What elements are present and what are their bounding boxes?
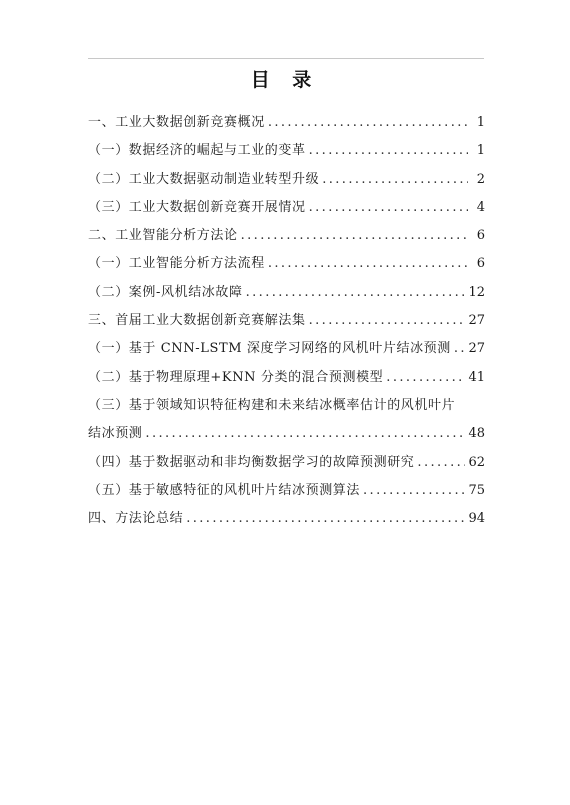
toc-page-number: 48	[468, 426, 485, 442]
toc-entry-title: （四）基于数据驱动和非均衡数据学习的故障预测研究	[88, 454, 415, 470]
toc-entry-3-4[interactable]	[88, 449, 485, 477]
toc-page-number: 4	[476, 199, 485, 215]
toc-entry-section-2[interactable]	[88, 222, 485, 250]
toc-page-number: 12	[468, 284, 485, 300]
toc-entry-title: （五）基于敏感特征的风机叶片结冰预测算法	[88, 482, 361, 498]
toc-page-number: 75	[468, 482, 485, 498]
dot-leader	[454, 335, 466, 363]
dot-leader	[241, 222, 468, 250]
toc-entry-3-5[interactable]	[88, 477, 485, 505]
toc-entry-title: 三、首届工业大数据创新竞赛解法集	[88, 313, 306, 329]
toc-entry-title-line2: 结冰预测	[88, 426, 143, 442]
toc-entry-title: （一）数据经济的崛起与工业的变革	[88, 143, 306, 159]
toc-page-number: 27	[468, 341, 485, 357]
toc-page-number: 6	[476, 228, 485, 244]
toc-entry-title: （二）基于物理原理+KNN 分类的混合预测模型	[88, 369, 384, 385]
toc-page-number: 94	[468, 511, 485, 527]
toc-entry-1-2[interactable]	[88, 166, 485, 194]
header-rule	[88, 58, 484, 59]
toc-page-number: 2	[476, 171, 485, 187]
toc-entry-1-1[interactable]	[88, 137, 485, 165]
toc-entry-title: （二）工业大数据驱动制造业转型升级	[88, 171, 320, 187]
toc-entry-title: （一）基于 CNN-LSTM 深度学习网络的风机叶片结冰预测	[88, 341, 451, 357]
dot-leader	[309, 194, 468, 222]
toc-entry-section-3[interactable]	[88, 307, 485, 335]
toc-entry-title: （一）工业智能分析方法流程	[88, 256, 265, 272]
toc-entry-3-1[interactable]	[88, 335, 485, 363]
toc-entry-1-3[interactable]	[88, 194, 485, 222]
toc-entry-title: （二）案例-风机结冰故障	[88, 284, 243, 300]
toc-entry-3-3[interactable]	[88, 392, 485, 449]
dot-leader	[145, 420, 465, 448]
toc-entry-title: 二、工业智能分析方法论	[88, 228, 238, 244]
dot-leader	[417, 449, 465, 477]
dot-leader	[386, 364, 465, 392]
toc-page-number: 62	[468, 454, 485, 470]
dot-leader	[309, 307, 466, 335]
toc-entry-2-2[interactable]	[88, 279, 485, 307]
toc-page-number: 6	[476, 256, 485, 272]
dot-leader	[322, 166, 468, 194]
dot-leader	[268, 109, 468, 137]
toc-entry-2-1[interactable]	[88, 250, 485, 278]
toc-entry-section-1[interactable]	[88, 109, 485, 137]
page-title: 目 录	[250, 69, 320, 91]
toc-entry-section-4[interactable]	[88, 505, 485, 533]
toc-entry-title: （三）工业大数据创新竞赛开展情况	[88, 199, 306, 215]
dot-leader	[246, 279, 466, 307]
toc-entry-3-2[interactable]	[88, 364, 485, 392]
table-of-contents	[88, 109, 485, 533]
toc-entry-title: 四、方法论总结	[88, 511, 184, 527]
dot-leader	[186, 505, 465, 533]
toc-page-number: 41	[468, 369, 485, 385]
dot-leader	[363, 477, 465, 505]
dot-leader	[268, 250, 468, 278]
toc-page-number: 27	[468, 313, 485, 329]
toc-entry-title-line1: （三）基于领域知识特征构建和未来结冰概率估计的风机叶片	[88, 397, 456, 413]
dot-leader	[309, 137, 468, 165]
toc-page-number: 1	[476, 143, 485, 159]
toc-entry-title: 一、工业大数据创新竞赛概况	[88, 115, 265, 130]
toc-page-number: 1	[476, 115, 485, 130]
